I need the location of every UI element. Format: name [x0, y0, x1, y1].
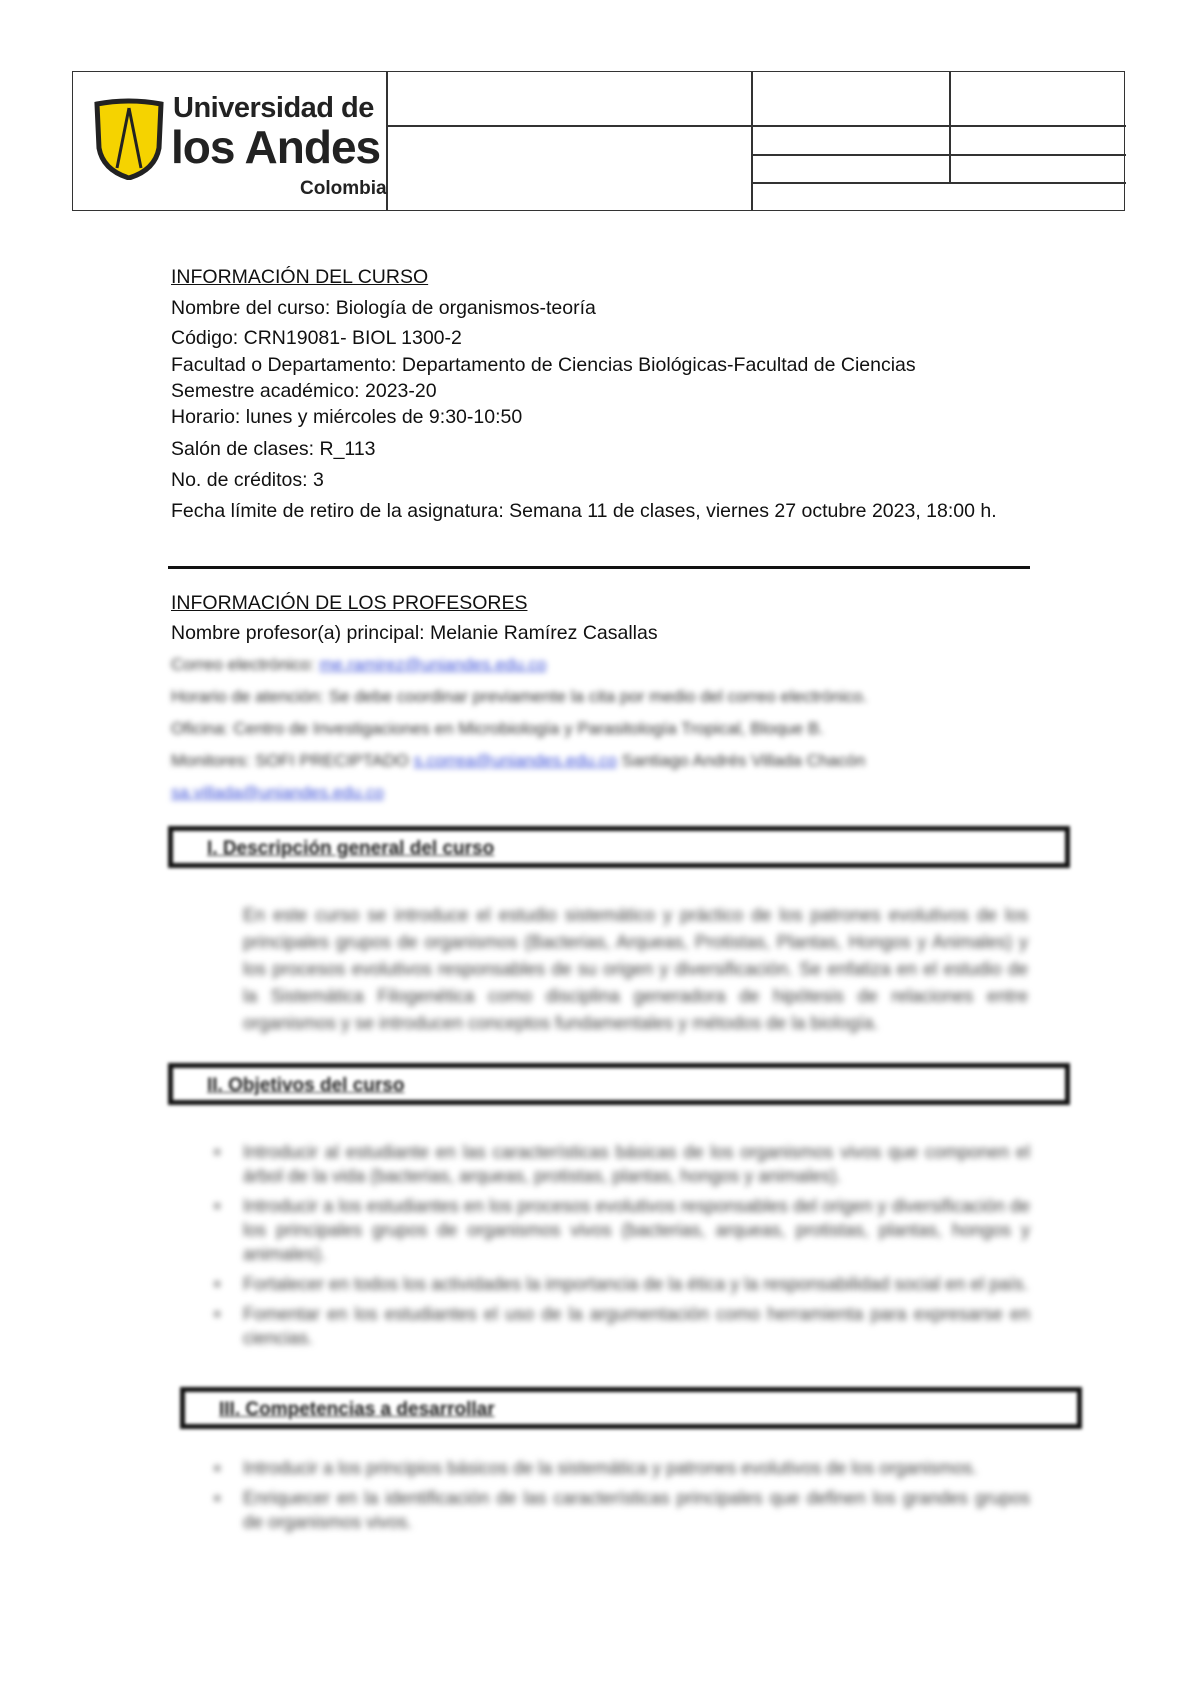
- document-header-table: [72, 71, 1125, 211]
- list-item: • Fortalecer en todos los actividades la importancia de la ética y la responsabilidad social en el país.: [214, 1274, 1029, 1294]
- objectives-list: [210, 1140, 1030, 1356]
- professor-email-link[interactable]: me.ramirez@uniandes.edu.co: [319, 655, 547, 674]
- course-room: Salón de clases: R_113: [171, 438, 376, 460]
- section-2-title: II. Objetivos del curso: [207, 1075, 405, 1096]
- email-label: Correo electrónico:: [171, 655, 315, 674]
- competencies-list: [210, 1456, 1030, 1540]
- main-professor: Nombre profesor(a) principal: Melanie Ramírez Casallas: [171, 622, 658, 644]
- assistants-suffix: Santiago Andrés Villada Chacón: [621, 751, 866, 770]
- course-faculty: Facultad o Departamento: Departamento de Ciencias Biológicas-Facultad de Ciencias: [171, 354, 916, 376]
- assistants-line: [171, 751, 865, 771]
- list-item: ▪ Introducir a los principios básicos de la sistemática y patrones evolutivos de los organismos.: [214, 1458, 978, 1478]
- section-2-header: [168, 1063, 1070, 1105]
- header-divider: [386, 125, 1126, 127]
- logo-line-2: los Andes: [171, 121, 381, 173]
- logo-line-3: Colombia: [300, 178, 387, 199]
- office-hours-line: Horario de atención: Se debe coordinar previamente la cita por medio del correo electrónico.: [171, 687, 868, 706]
- professors-heading: INFORMACIÓN DE LOS PROFESORES: [171, 592, 528, 614]
- section-1-header: [168, 826, 1070, 868]
- header-divider: [751, 72, 753, 210]
- logo-line-1: Universidad de: [173, 92, 374, 124]
- bullet-icon: •: [214, 1304, 221, 1324]
- list-item: • Introducir a los estudiantes en los procesos evolutivos responsables del origen y diversificación de los principales grupos de organismos vivos (bacterias, arqueas, protistas, plantas, hongos y animales).: [214, 1196, 1030, 1264]
- bullet-icon: ▪: [214, 1458, 221, 1478]
- section-1-title: I. Descripción general del curso: [207, 838, 495, 859]
- course-info-heading: INFORMACIÓN DEL CURSO: [171, 266, 429, 288]
- university-logo: [93, 90, 387, 200]
- course-schedule: Horario: lunes y miércoles de 9:30-10:50: [171, 406, 523, 428]
- bullet-icon: •: [214, 1196, 221, 1216]
- course-code: Código: CRN19081- BIOL 1300-2: [171, 327, 462, 349]
- bullet-icon: ▪: [214, 1488, 221, 1508]
- course-name: Nombre del curso: Biología de organismos-teoría: [171, 297, 596, 319]
- section-divider: [168, 566, 1030, 569]
- header-divider: [751, 154, 1126, 156]
- list-item: • Introducir al estudiante en las características básicas de los organismos vivos que componen el árbol de la vida (bacterias, arqueas, protistas, plantas, hongos y animales).: [214, 1142, 1030, 1186]
- course-semester: Semestre académico: 2023-20: [171, 380, 437, 402]
- course-withdrawal-date: Fecha límite de retiro de la asignatura: Semana 11 de clases, viernes 27 octubre 2023, 18:00 h.: [171, 500, 997, 522]
- section-3-header: [180, 1387, 1082, 1429]
- office-location-line: Oficina: Centro de Investigaciones en Microbiología y Parasitología Tropical, Bloque B.: [171, 719, 824, 738]
- header-divider: [949, 72, 951, 183]
- bullet-icon: •: [214, 1274, 221, 1294]
- assistant-email-link[interactable]: s.correa@uniandes.edu.co: [413, 751, 617, 770]
- shield-logo-icon: [93, 98, 165, 180]
- list-item: • Fomentar en los estudiantes el uso de la argumentación como herramienta para expresarse en ciencias.: [214, 1304, 1030, 1348]
- bullet-icon: •: [214, 1142, 221, 1162]
- list-item: ▪ Enriquecer en la identificación de las características principales que definen los grandes grupos de organismos vivos.: [214, 1488, 1030, 1532]
- professor-email-line: [171, 655, 546, 675]
- course-credits: No. de créditos: 3: [171, 469, 324, 491]
- assistant-email-link-2[interactable]: sa.villada@uniandes.edu.co: [171, 783, 384, 802]
- section-1-text: En este curso se introduce el estudio sistemático y práctico de los patrones evolutivos de los principales grupos de organismos (Bacterias, Arqueas, Protistas, Plantas, Hongos y Animales) y los procesos evolutivos responsables de su origen y diversificación. Se enfatiza en el estudio de la Sistemática Filogenética como disciplina generadora de hipótesis de relaciones entre organismos y se introducen conceptos fundamentales y métodos de la biología.: [243, 905, 1028, 1033]
- section-3-title: III. Competencias a desarrollar: [219, 1399, 495, 1420]
- header-divider: [751, 182, 1126, 184]
- assistants-prefix: Monitores: SOFI PRECIPTADO: [171, 751, 409, 770]
